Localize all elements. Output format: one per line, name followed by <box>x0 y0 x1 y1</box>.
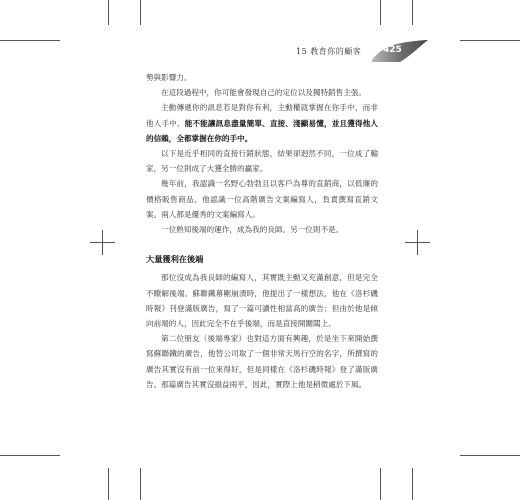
crop-mark <box>0 455 60 456</box>
crop-mark <box>380 468 381 500</box>
paragraph: 一位熟知後端的運作，成為我的良師。另一位則不是。 <box>161 225 344 235</box>
crop-mark <box>108 0 109 25</box>
crop-mark <box>417 230 418 255</box>
page-body <box>146 70 378 392</box>
crop-mark <box>108 468 109 500</box>
paragraph: 勢與影響力。 <box>146 73 192 82</box>
paragraph: 那位沒成為我良師的編寫人，其實既主動又充滿創意，但是完全不瞭解後端。蘇聯鐵幕剛崩潰時，他提出了一樣想法，他在《洛杉磯時報》刊登滿版廣告，寫了一篇可讀性相當高的廣告；但由於他是傾向前端的人，因此完全不在乎後端，而是直接開關闆上。 <box>146 273 378 329</box>
crop-mark <box>140 0 141 25</box>
crop-mark <box>412 0 413 25</box>
paragraph: 以下是近乎相同的直接行銷狀態，結果卻迥然不同，一位成了輸家，另一位則成了大獲全勝的贏家。 <box>146 149 378 174</box>
crop-mark <box>412 468 413 500</box>
crop-mark <box>140 468 141 500</box>
crop-mark <box>380 0 381 25</box>
paragraph: 幾年前，我認識一名野心勃勃且以客戶為尊的直銷商，以低廉的價格販售商品。他認識一位高階廣告文案編寫人，負責撰寫直銷文案。兩人都是優秀的文案編寫人。 <box>146 179 378 219</box>
paragraph: 在這段過程中，你可能會發現自己的定位以及獨特銷售主張。 <box>161 88 367 98</box>
paragraph-text: 主動傳遞你的訊息若是對你有利，主動權就掌握在你手中，而非他人手中。 <box>146 103 378 128</box>
section-heading: 大量獲利在後端 <box>146 254 204 265</box>
bold-text: 能不能讓訊息盡量簡單、直接、淺顯易懂，並且獲得他人的信賴，全都掌握在你的手中。 <box>146 118 379 143</box>
page-number: 425 <box>383 45 402 55</box>
crop-mark <box>460 40 520 41</box>
crop-mark <box>460 455 520 456</box>
running-header: 15 教育你的顧客 <box>296 47 362 56</box>
paragraph: 第二位朋友（後端專家）也對這方面有興趣，於是坐下來開始撰寫蘇聯鐵的廣告，他替公司取了一個非常天馬行空的名字，所撰寫的廣告其實沒有前一位來得好，但是同樣在《洛杉磯時報》登了滿版廣告。那篇廣告其實沒損益兩平，因此，實際上他是稍微處於下風。 <box>146 334 378 389</box>
crop-mark <box>0 40 60 41</box>
paragraph <box>146 100 378 146</box>
crop-mark <box>102 230 103 255</box>
